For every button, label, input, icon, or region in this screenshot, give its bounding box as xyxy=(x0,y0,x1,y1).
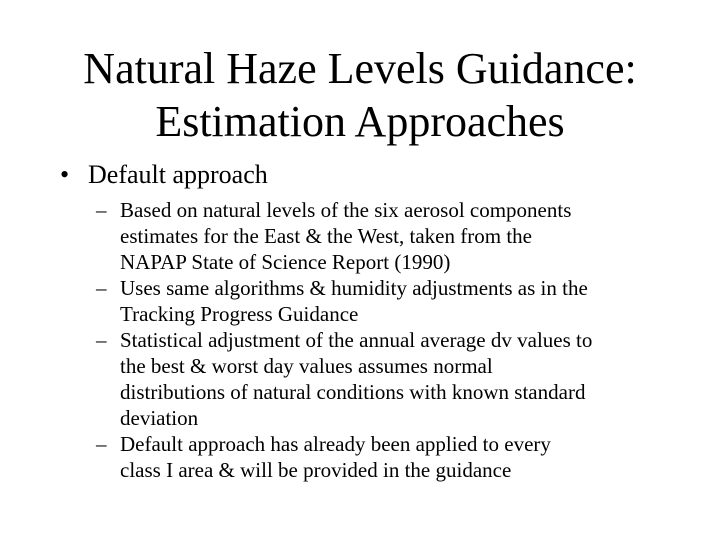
sub-bullet-line: the best & worst day values assumes normal xyxy=(120,354,493,378)
sub-bullet-3 xyxy=(96,327,676,431)
dash-marker: – xyxy=(96,432,107,456)
dash-marker: – xyxy=(96,198,107,222)
bullet-text: Default approach xyxy=(88,160,268,189)
sub-bullet-4 xyxy=(96,431,676,483)
sub-bullet-1 xyxy=(96,197,676,275)
sub-bullet-line: class I area & will be provided in the guidance xyxy=(120,458,512,482)
sub-bullet-line: Based on natural levels of the six aerosol components xyxy=(120,198,572,222)
sub-bullet-line: NAPAP State of Science Report (1990) xyxy=(120,250,451,274)
sub-bullet-line: Default approach has already been applied to every xyxy=(120,432,551,456)
sub-bullet-line: Statistical adjustment of the annual average dv values to xyxy=(120,328,593,352)
sub-bullet-2 xyxy=(96,275,676,327)
dash-marker: – xyxy=(96,276,107,300)
sub-bullet-line: Uses same algorithms & humidity adjustments as in the xyxy=(120,276,588,300)
sub-bullet-line: distributions of natural conditions with known standard xyxy=(120,380,586,404)
slide-title xyxy=(40,42,680,148)
sub-bullet-line: Tracking Progress Guidance xyxy=(120,302,359,326)
title-line-2: Estimation Approaches xyxy=(155,97,565,146)
title-line-1: Natural Haze Levels Guidance: xyxy=(83,44,637,93)
dash-marker: – xyxy=(96,328,107,352)
sub-bullet-line: estimates for the East & the West, taken from the xyxy=(120,224,532,248)
sub-bullet-list xyxy=(96,197,676,483)
bullet-marker: • xyxy=(60,160,70,189)
sub-bullet-line: deviation xyxy=(120,406,199,430)
